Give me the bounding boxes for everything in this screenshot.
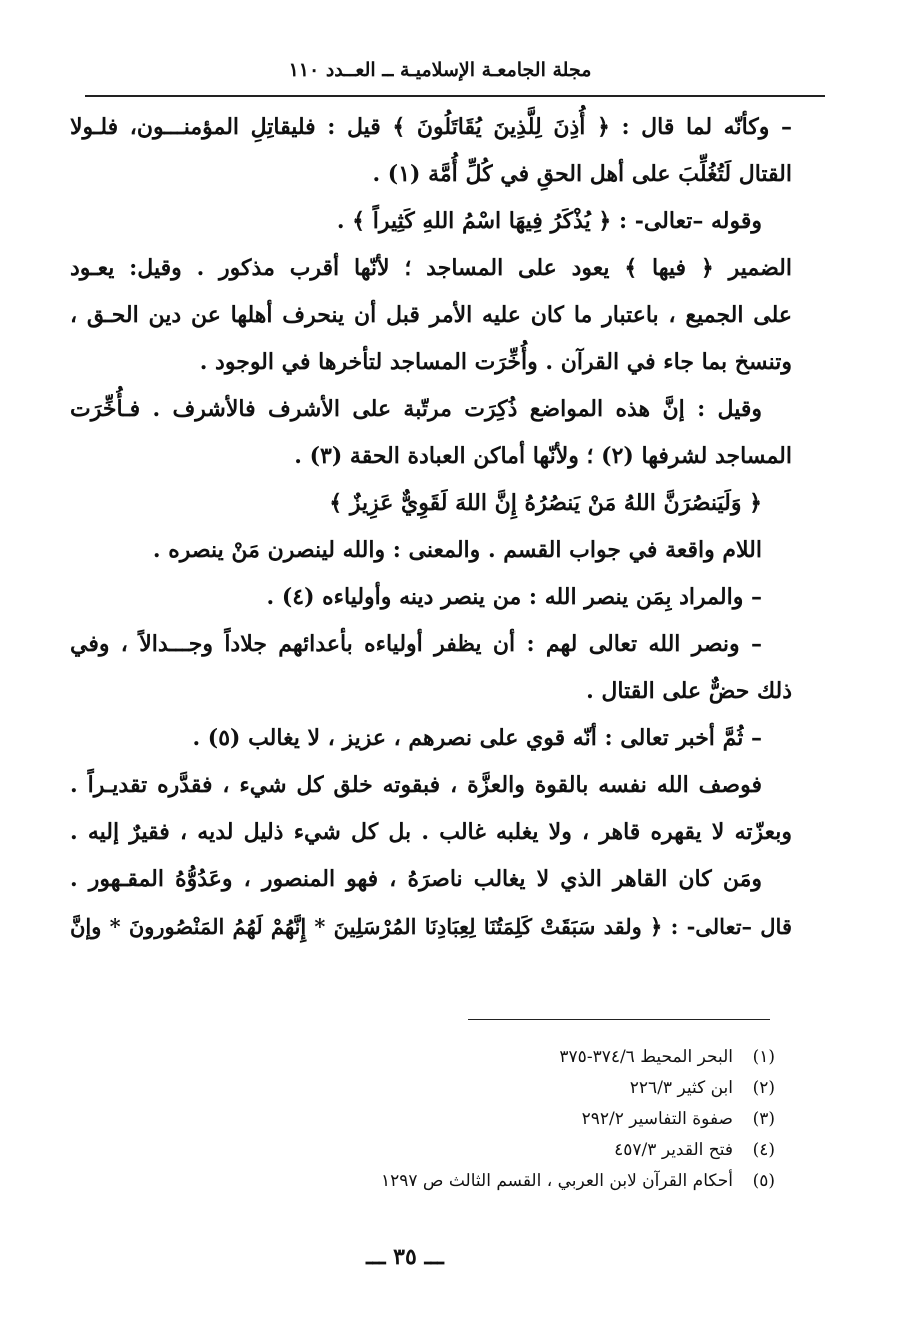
body-line: ومَن كان القاهر الذي لا يغالب ناصرَهُ ، فهو المنصور ، وعَدُوُّهُ المقـهور . [70, 866, 762, 892]
body-line: فوصف الله نفسه بالقوة والعزَّة ، فبقوته خلق كل شيء ، فقدَّره تقديـراً . [70, 772, 762, 798]
body-line: وقيل : إنَّ هذه المواضع ذُكِرَت مرتّبة على الأشرف فالأشرف . فـأُخِّرَت [70, 396, 762, 422]
body-line: – ثُمَّ أخبر تعالى : أنّه قوي على نصرهم ، عزيز ، لا يغالب (٥) . [192, 725, 762, 751]
footnote-divider [468, 1019, 770, 1020]
footnote-number: (٥) [752, 1171, 775, 1191]
body-line: – وكأنّه لما قال : ﴿ أُذِنَ لِلَّذِينَ يُقَاتَلُونَ ﴾ قيل : فليقاتِلِ المؤمنـــون، فلـولا [70, 114, 792, 140]
header-divider [85, 95, 825, 97]
footnote-item [300, 1073, 775, 1104]
body-line: وبعزّته لا يقهره قاهر ، ولا يغلبه غالب . بل كل شيء ذليل لديه ، فقيرٌ إليه . [70, 819, 792, 845]
body-line: على الجميع ، باعتبار ما كان عليه الأمر قبل أن ينحرف أهلها عن دين الحـق ، [70, 302, 793, 328]
footnote-item [300, 1135, 775, 1166]
footnote-number: (٣) [752, 1109, 775, 1129]
body-text [70, 104, 792, 950]
footnote-text: البحر المحيط ٣٧٤/٦-٣٧٥ [559, 1047, 733, 1067]
page-number: ـــ ٣٥ ـــ [366, 1244, 444, 1270]
body-line: قال –تعالى- : ﴿ ولقد سَبَقَتْ كَلِمَتُنَا لِعِبَادِنَا المُرْسَلِينَ * إِنَّهُمْ لَهُمُ المَنْصُورونَ * وإنَّ [70, 914, 792, 939]
body-line: وتنسخ بما جاء في القرآن . وأُخِّرَت المساجد لتأخرها في الوجود . [199, 349, 792, 375]
footnote-text: أحكام القرآن لابن العربي ، القسم الثالث ص ١٢٩٧ [380, 1171, 733, 1191]
footnote-number: (١) [752, 1047, 775, 1067]
footnote-number: (٢) [752, 1078, 775, 1098]
body-line: اللام واقعة في جواب القسم . والمعنى : والله لينصرن مَنْ ينصره . [152, 537, 762, 563]
body-line: – ونصر الله تعالى لهم : أن يظفر أولياءه بأعدائهم جلاداً وجـــدالاً ، وفي [70, 631, 762, 657]
body-line: الضمير ﴿ فيها ﴾ يعود على المساجد ؛ لأنّها أقرب مذكور . وقيل: يعـود [70, 255, 792, 281]
footnote-number: (٤) [752, 1140, 775, 1160]
footnote-text: فتح القدير ٤٥٧/٣ [614, 1140, 733, 1160]
body-line: ذلك حضٌّ على القتال . [586, 678, 792, 704]
footnote-item [300, 1166, 775, 1197]
quran-verse-line: ﴿ وَلَيَنصُرَنَّ اللهُ مَنْ يَنصُرُهُ إِنَّ اللهَ لَقَوِيٌّ عَزِيزٌ ﴾ [329, 490, 762, 516]
body-line: المساجد لشرفها (٢) ؛ ولأنّها أماكن العبادة الحقة (٣) . [294, 443, 792, 469]
body-line: – والمراد بِمَن ينصر الله : من ينصر دينه وأولياءه (٤) . [266, 584, 762, 610]
footnotes [300, 1042, 775, 1197]
body-line: وقوله –تعالى- : ﴿ يُذْكَرُ فِيهَا اسْمُ اللهِ كَثِيراً ﴾ . [336, 208, 762, 234]
footnote-text: ابن كثير ٢٢٦/٣ [629, 1078, 733, 1098]
body-line: القتال لَتُغُلِّبَ على أهل الحقِ في كُلِّ أُمَّة (١) . [372, 161, 792, 187]
journal-header: مجلة الجامعـة الإسلاميـة ــ العــدد ١١٠ [288, 59, 592, 81]
footnote-text: صفوة التفاسير ٢٩٢/٢ [581, 1109, 733, 1129]
footnote-item [300, 1104, 775, 1135]
footnote-item [300, 1042, 775, 1073]
